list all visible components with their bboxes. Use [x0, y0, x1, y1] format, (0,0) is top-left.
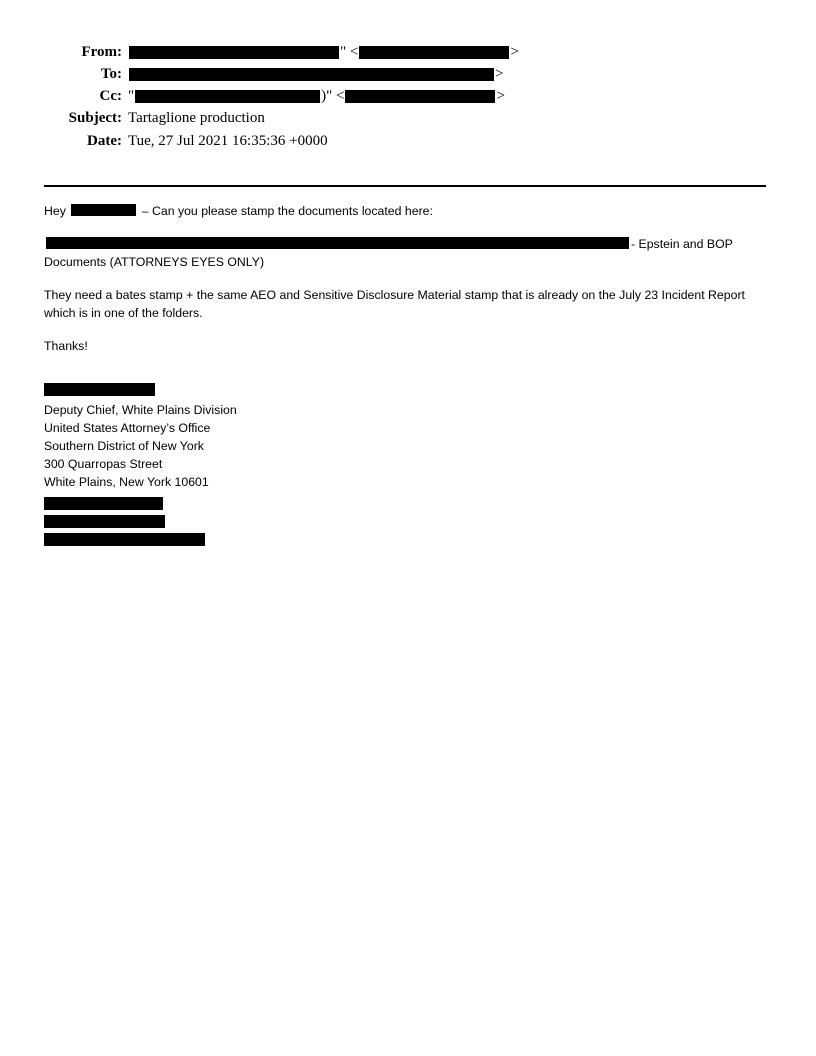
signature-line: United States Attorney’s Office	[44, 421, 211, 435]
greeting-suffix: – Can you please stamp the documents located here:	[141, 204, 433, 218]
from-closer: >	[510, 44, 519, 60]
redaction-bar	[345, 90, 495, 103]
body-link-paragraph	[44, 235, 766, 271]
to-label: To:	[100, 66, 122, 82]
header-row-cc	[44, 86, 772, 108]
header-divider	[44, 185, 766, 187]
greeting-prefix: Hey	[44, 204, 66, 218]
cc-opener: "	[128, 88, 135, 104]
subject-label: Subject:	[68, 110, 122, 126]
link-suffix: - Epstein and BOP	[631, 237, 733, 251]
cc-separator: )" <	[321, 88, 345, 104]
signature-contact-redactions	[44, 497, 237, 546]
from-label: From:	[81, 44, 122, 60]
email-header	[44, 42, 772, 154]
from-separator: " <	[340, 44, 359, 60]
cc-label: Cc:	[99, 88, 122, 104]
redaction-bar	[359, 46, 509, 59]
redaction-bar	[129, 68, 494, 81]
cc-value	[128, 86, 505, 106]
to-value	[128, 64, 503, 84]
redaction-bar	[71, 204, 136, 216]
redaction-bar	[44, 383, 155, 396]
to-closer: >	[495, 66, 504, 82]
body-greeting	[44, 202, 766, 220]
signature-line: White Plains, New York 10601	[44, 475, 209, 489]
date-value: Tue, 27 Jul 2021 16:35:36 +0000	[128, 133, 328, 149]
cc-closer: >	[496, 88, 505, 104]
body-instructions-paragraph: They need a bates stamp + the same AEO and Sensitive Disclosure Material stamp that is already on the July 23 Incident Report which is in one of the folders.	[44, 288, 745, 320]
redaction-bar	[44, 533, 205, 546]
redaction-bar	[129, 46, 339, 59]
link-line-two: Documents (ATTORNEYS EYES ONLY)	[44, 255, 265, 269]
subject-value: Tartaglione production	[128, 110, 265, 126]
redaction-bar	[44, 497, 163, 510]
signature-line: 300 Quarropas Street	[44, 457, 163, 471]
signature-line: Southern District of New York	[44, 439, 204, 453]
from-value	[128, 42, 519, 62]
redaction-bar	[44, 515, 165, 528]
redaction-bar	[135, 90, 320, 103]
header-row-from	[44, 42, 772, 64]
header-row-date	[44, 131, 772, 154]
signature-line: Deputy Chief, White Plains Division	[44, 403, 237, 417]
body-closing: Thanks!	[44, 339, 88, 353]
email-body	[44, 202, 766, 355]
date-label: Date:	[87, 133, 122, 149]
signature-block	[44, 383, 237, 551]
redaction-bar	[46, 237, 629, 249]
header-row-to	[44, 64, 772, 86]
header-row-subject	[44, 108, 772, 131]
